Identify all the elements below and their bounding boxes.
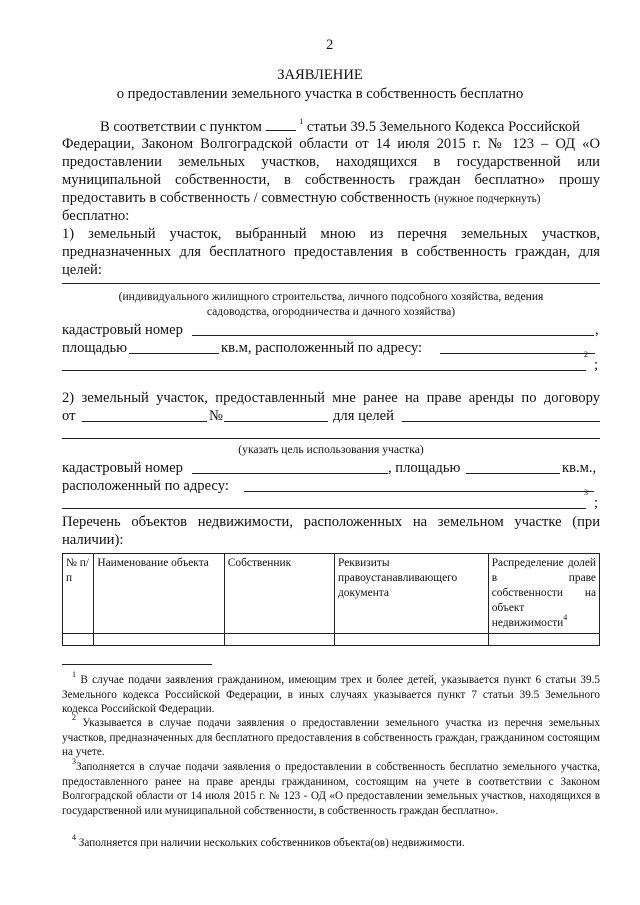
- item1-line-2: предназначенных для бесплатного предоставления в собственность граждан, для: [62, 244, 600, 260]
- item1-area-field[interactable]: [129, 353, 219, 354]
- objects-line-1: Перечень объектов недвижимости, расположенных на земельном участке (при: [62, 514, 600, 530]
- purpose-fill-line[interactable]: [62, 283, 600, 284]
- item1-address-field[interactable]: [440, 353, 595, 354]
- item1-cadastral-label: кадастровый номер: [62, 322, 183, 338]
- item2-cadastral-label: кадастровый номер: [62, 460, 183, 476]
- choose-hint: (нужное подчеркнуть): [434, 193, 541, 205]
- footnote-1: $^1$ В случае подачи заявления гражданином, имеющим трех и более детей, указывается пункт 6 статьи 39.5 Земельного кодекса Российской Федерации, в иных случаях указывается пункт 7 статьи 39.5 Земельного кодекса Российской Федерации.: [62, 670, 600, 715]
- objects-line-2: наличии):: [62, 532, 124, 548]
- item1-cadastral-field[interactable]: [192, 335, 594, 336]
- intro-line-4: муниципальной собственности, в собственность граждан бесплатно» прошу: [62, 172, 600, 188]
- semicolon-2: ;: [594, 495, 599, 511]
- col-name-header: Наименование объекта: [94, 554, 224, 634]
- intro-line-1: В соответствии с пунктом $^1$ статьи 39.5 Земельного Кодекса Российской: [100, 117, 580, 135]
- item2-area-field[interactable]: [466, 473, 560, 474]
- item2-purpose-label: для целей: [333, 408, 394, 424]
- item1-line-1: 1) земельный участок, выбранный мною из перечня земельных участков,: [62, 226, 600, 242]
- point-blank: [266, 117, 296, 131]
- footnote-3: $^3$Заполняется в случае подачи заявления о предоставлении в собственность бесплатно земельного участка, предоставленного ранее на праве аренды гражданином, состоящим на учете в соответствии с Законом Волгоградской области от 14 июля 2015 г. № 123 - ОД «О предоставлении земельных участков, находящихся в государственной или муниципальной собственности, в собственность граждан бесплатно».: [62, 757, 600, 817]
- footnote-4: $^4$ Заполняется при наличии нескольких собственников объекта(ов) недвижимости.: [72, 833, 465, 849]
- item2-purpose-field-2[interactable]: [62, 438, 600, 439]
- document-title: ЗАЯВЛЕНИЕ: [277, 67, 363, 83]
- footnote-separator: [62, 664, 212, 665]
- purpose-hint-2: садоводства, огородничества и дачного хозяйства): [206, 305, 456, 318]
- purpose-hint-1: (индивидуального жилищного строительства, личного подсобного хозяйства, ведения: [118, 290, 544, 303]
- item2-purpose-field[interactable]: [402, 421, 600, 422]
- item2-cadastral-field[interactable]: [192, 473, 388, 474]
- footnote-mark-3: 3: [584, 488, 588, 497]
- item2-num-label: №: [209, 408, 223, 424]
- col-document-header: Реквизиты правоустанавливающего документа: [335, 554, 489, 634]
- item2-number-field[interactable]: [224, 421, 328, 422]
- intro-line-2: Федерации, Законом Волгоградской области от 14 июля 2015 г. № 123 – ОД «О: [62, 136, 600, 152]
- item2-date-field[interactable]: [82, 421, 207, 422]
- footnote-mark-2: 2: [584, 350, 588, 359]
- item2-line-1: 2) земельный участок, предоставленный мне ранее на праве аренды по договору: [62, 390, 600, 406]
- col-shares-header: Распределение долей в праве собственности на объект недвижимости$^4$: [488, 554, 599, 634]
- item1-line-3: целей:: [62, 262, 102, 278]
- item2-address-field[interactable]: [244, 491, 594, 492]
- document-subtitle: о предоставлении земельного участка в собственность бесплатно: [116, 86, 524, 102]
- col-owner-header: Собственник: [224, 554, 334, 634]
- table-header-row: [63, 554, 600, 634]
- footnote-2: $^2$ Указывается в случае подачи заявления о предоставлении земельного участка из перечня земельных участков, предназначенных для бесплатного предоставления в собственность граждан, гражданином состоящим на учете.: [62, 713, 601, 758]
- table-row: [63, 634, 600, 646]
- page-number: 2: [326, 37, 334, 53]
- item2-purpose-hint: (указать цель использования участка): [238, 443, 424, 456]
- item2-from-label: от: [62, 408, 76, 424]
- comma: ,: [595, 322, 599, 338]
- item2-address-label: расположенный по адресу:: [62, 478, 229, 494]
- intro-line-5: предоставить в собственность / совместную собственность (нужное подчеркнуть): [62, 190, 541, 206]
- objects-table: [62, 553, 600, 646]
- item2-address-field-2[interactable]: [62, 508, 586, 509]
- item2-area-label: , площадью: [388, 460, 461, 476]
- item1-area-label: площадью: [62, 340, 128, 356]
- col-number-header: № п/п: [63, 554, 94, 634]
- intro-line-6: бесплатно:: [62, 208, 130, 224]
- intro-line-3: предоставлении земельных участков, находящихся в государственной или: [62, 154, 600, 170]
- footnote-mark-1: 1: [299, 117, 304, 127]
- item1-address-field-2[interactable]: [62, 370, 586, 371]
- item2-unit: кв.м.,: [562, 460, 597, 476]
- semicolon: ;: [594, 357, 599, 373]
- item1-area-unit: кв.м, расположенный по адресу:: [221, 340, 423, 356]
